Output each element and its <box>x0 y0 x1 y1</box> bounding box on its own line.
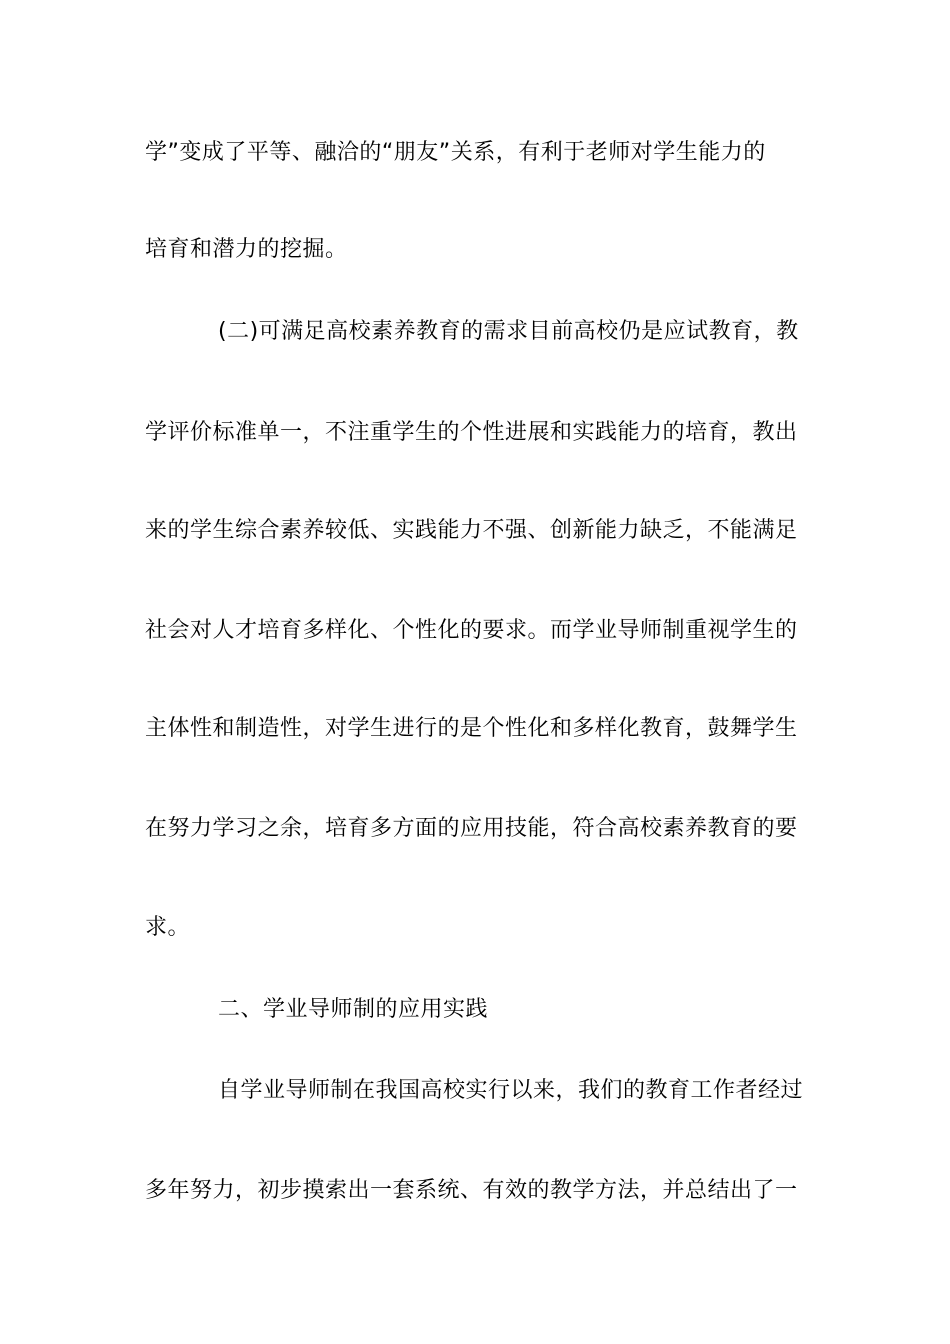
paragraph-line: 来的学生综合素养较低、实践能力不强、创新能力缺乏，不能满足 <box>145 518 798 543</box>
paragraph-line: 主体性和制造性，对学生进行的是个性化和多样化教育，鼓舞学生 <box>145 716 798 741</box>
paragraph-line: 学”变成了平等、融洽的“朋友”关系，有利于老师对学生能力的 <box>145 140 766 165</box>
paragraph-line: 培育和潜力的挖掘。 <box>145 237 348 262</box>
paragraph-line: 多年努力，初步摸索出一套系统、有效的教学方法，并总结出了一 <box>145 1178 798 1203</box>
section-heading: 二、学业导师制的应用实践 <box>218 997 489 1022</box>
paragraph-line: 学评价标准单一，不注重学生的个性进展和实践能力的培育，教出 <box>145 420 798 445</box>
paragraph-line: 社会对人才培育多样化、个性化的要求。而学业导师制重视学生的 <box>145 618 798 643</box>
paragraph-line: 在努力学习之余，培育多方面的应用技能，符合高校素养教育的要 <box>145 816 798 841</box>
paragraph-line: 求。 <box>145 915 191 940</box>
paragraph-line: 自学业导师制在我国高校实行以来，我们的教育工作者经过 <box>218 1078 804 1103</box>
paragraph-line: (二)可满足高校素养教育的需求目前高校仍是应试教育，教 <box>218 319 799 344</box>
